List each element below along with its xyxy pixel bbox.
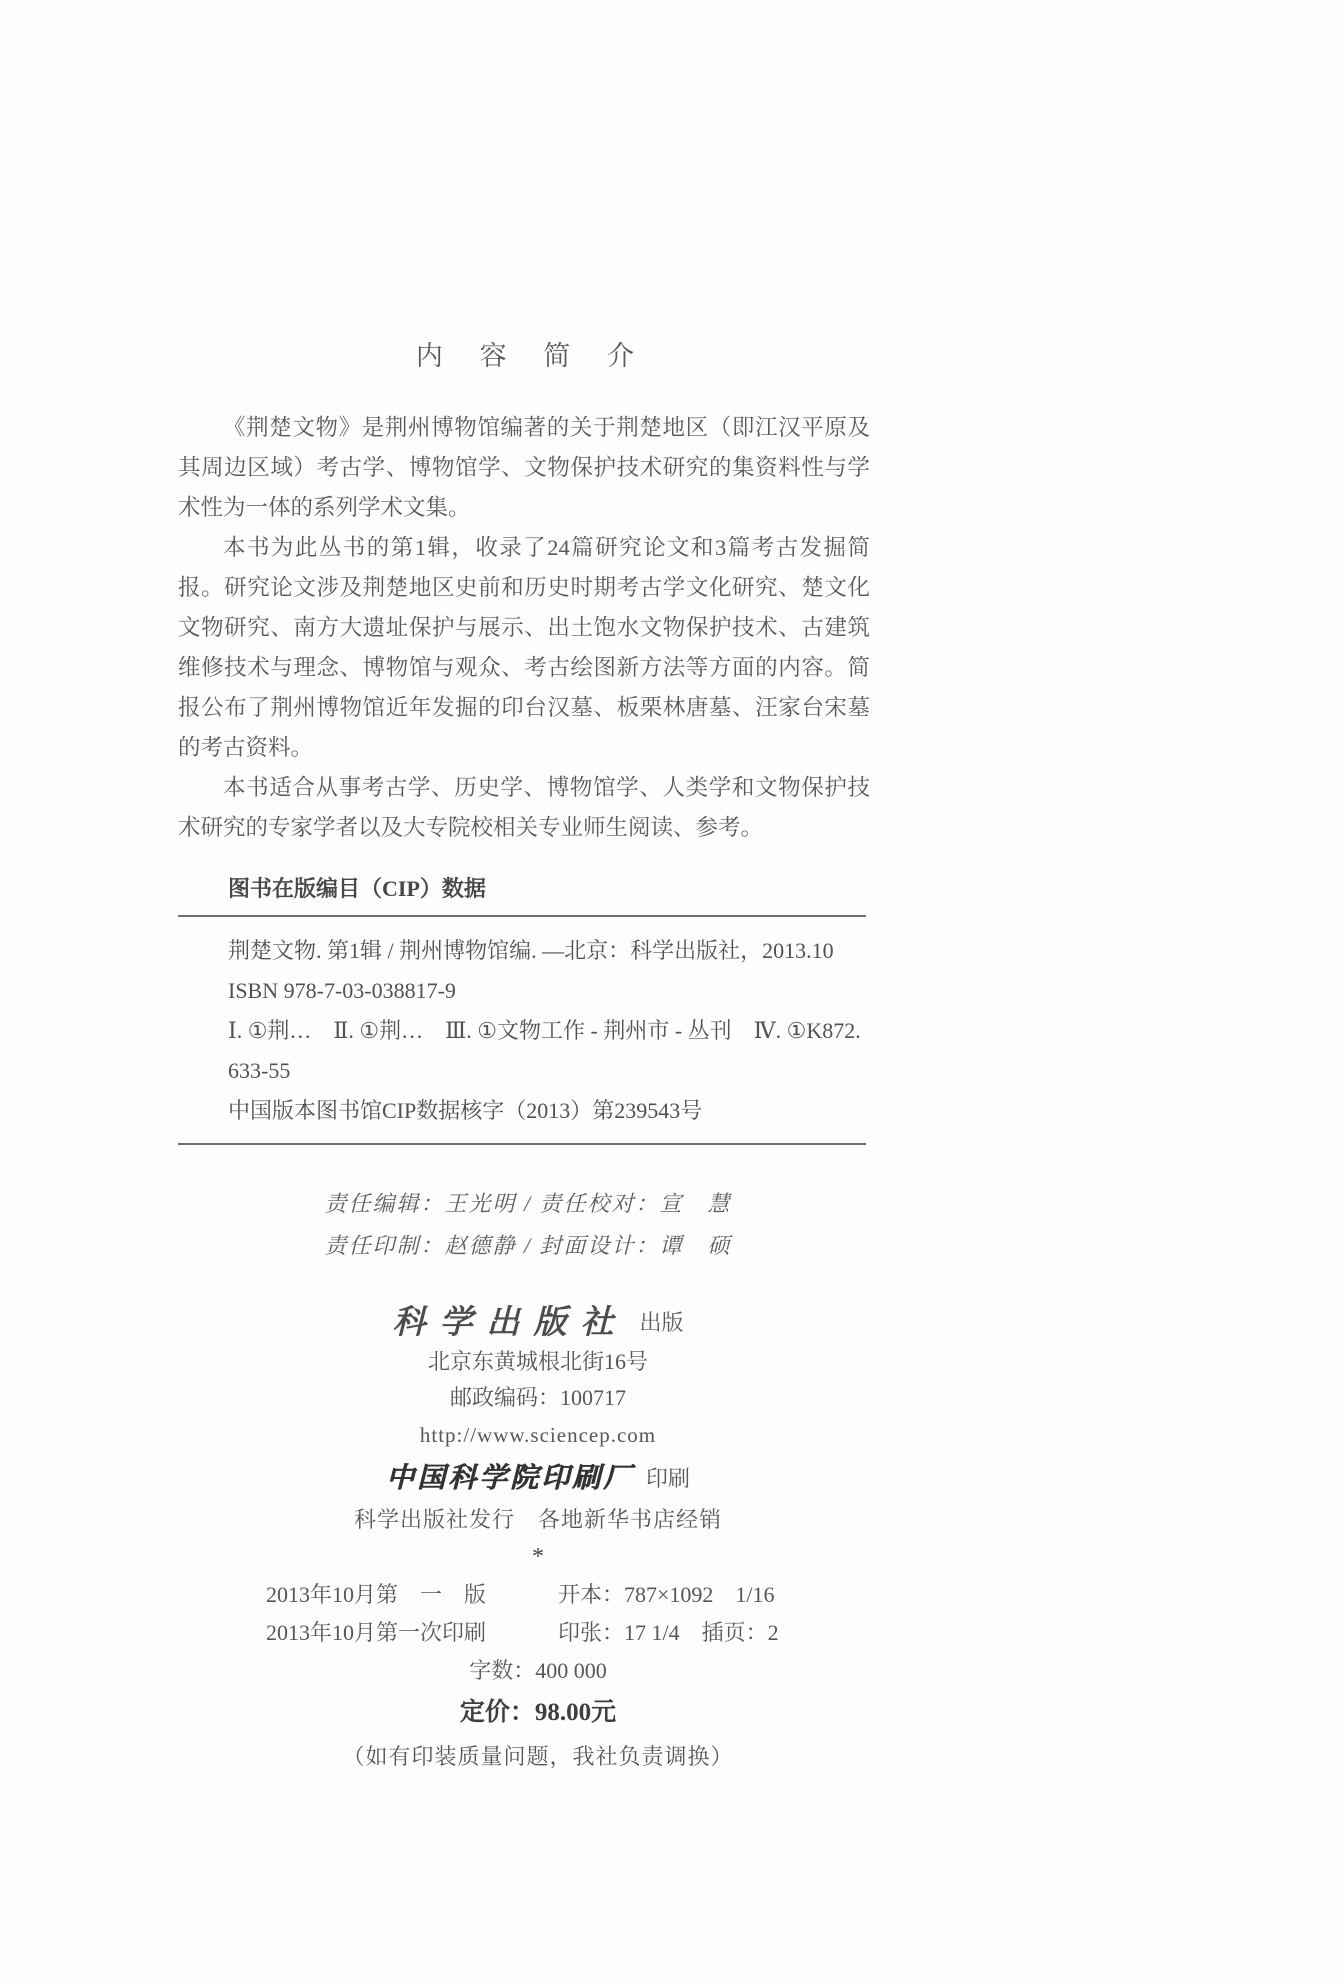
edition-block bbox=[178, 1576, 898, 1778]
intro-paragraph-3: 本书适合从事考古学、历史学、博物馆学、人类学和文物保护技术研究的专家学者以及大专院校相关专业师生阅读、参考。 bbox=[178, 775, 870, 840]
cip-record-number-line: 中国版本图书馆CIP数据核字（2013）第239543号 bbox=[228, 1098, 703, 1123]
cip-classification-continuation: 633-55 bbox=[228, 1058, 291, 1083]
quality-notice: （如有印装质量问题，我社负责调换） bbox=[342, 1744, 734, 1769]
cip-bottom-rule bbox=[178, 1143, 866, 1145]
edition-date: 2013年10月第 一 版 bbox=[266, 1582, 487, 1607]
section-divider-star: * bbox=[532, 1544, 544, 1570]
price-line bbox=[178, 1690, 898, 1736]
printer-role-label: 印刷 bbox=[646, 1465, 691, 1491]
word-count: 字数：400 000 bbox=[469, 1658, 607, 1683]
edition-row-1 bbox=[178, 1576, 898, 1614]
sheet-spec: 印张：17 1/4 插页：2 bbox=[558, 1620, 779, 1645]
intro-paragraph-2: 本书为此丛书的第1辑，收录了24篇研究论文和3篇考古发掘简报。研究论文涉及荆楚地区史前和历史时期考古学文化研究、楚文化文物研究、南方大遗址保护与展示、出土饱水文物保护技术、古建筑维修技术与理念、博物馆与观众、考古绘图新方法等方面的内容。简报公布了荆州博物馆近年发掘的印台汉墓、板栗林唐墓、汪家台宋墓的考古资料。 bbox=[178, 535, 870, 760]
intro-paragraph-1: 《荆楚文物》是荆州博物馆编著的关于荆楚地区（即江汉平原及其周边区域）考古学、博物馆学、文物保护技术研究的集资料性与学术性为一体的系列学术文集。 bbox=[178, 415, 870, 520]
publisher-block bbox=[178, 1298, 898, 1574]
price-value: 98.00元 bbox=[534, 1699, 617, 1726]
publisher-address: 北京东黄城根北街16号 bbox=[427, 1349, 648, 1374]
credit-editor-proofreader: 责任编辑：王光明 / 责任校对：宣 慧 bbox=[324, 1191, 732, 1216]
publisher-logotype: 科学出版社 bbox=[392, 1304, 628, 1341]
staff-credits bbox=[178, 1183, 878, 1267]
edition-row-2 bbox=[178, 1614, 898, 1652]
cip-heading: 图书在版编目（CIP）数据 bbox=[228, 876, 486, 901]
printer-logotype: 中国科学院印刷厂 bbox=[385, 1462, 634, 1494]
cip-body bbox=[178, 917, 866, 1143]
credit-printer-designer: 责任印制：赵德静 / 封面设计：谭 硕 bbox=[324, 1233, 732, 1258]
cip-section bbox=[178, 872, 866, 1145]
format-spec: 开本：787×1092 1/16 bbox=[558, 1582, 775, 1607]
cip-title-line: 荆楚文物. 第1辑 / 荆州博物馆编. —北京：科学出版社，2013.10 bbox=[228, 938, 834, 963]
publisher-line bbox=[178, 1298, 898, 1344]
cip-isbn-line: ISBN 978-7-03-038817-9 bbox=[228, 978, 456, 1003]
price-label: 定价： bbox=[459, 1699, 535, 1726]
printer-line bbox=[178, 1454, 898, 1500]
distribution-line: 科学出版社发行 各地新华书店经销 bbox=[353, 1507, 722, 1532]
publisher-website: http://www.sciencep.com bbox=[419, 1423, 657, 1447]
printing-date: 2013年10月第一次印刷 bbox=[266, 1620, 487, 1645]
cip-classification-line: Ⅰ. ①荆… Ⅱ. ①荆… Ⅲ. ①文物工作 - 荆州市 - 丛刊 Ⅳ. ①K872. bbox=[228, 1018, 861, 1043]
publisher-postcode: 邮政编码：100717 bbox=[449, 1385, 626, 1410]
publisher-role-label: 出版 bbox=[639, 1309, 684, 1335]
intro-section bbox=[178, 408, 870, 848]
page-title: 内 容 简 介 bbox=[415, 341, 641, 371]
